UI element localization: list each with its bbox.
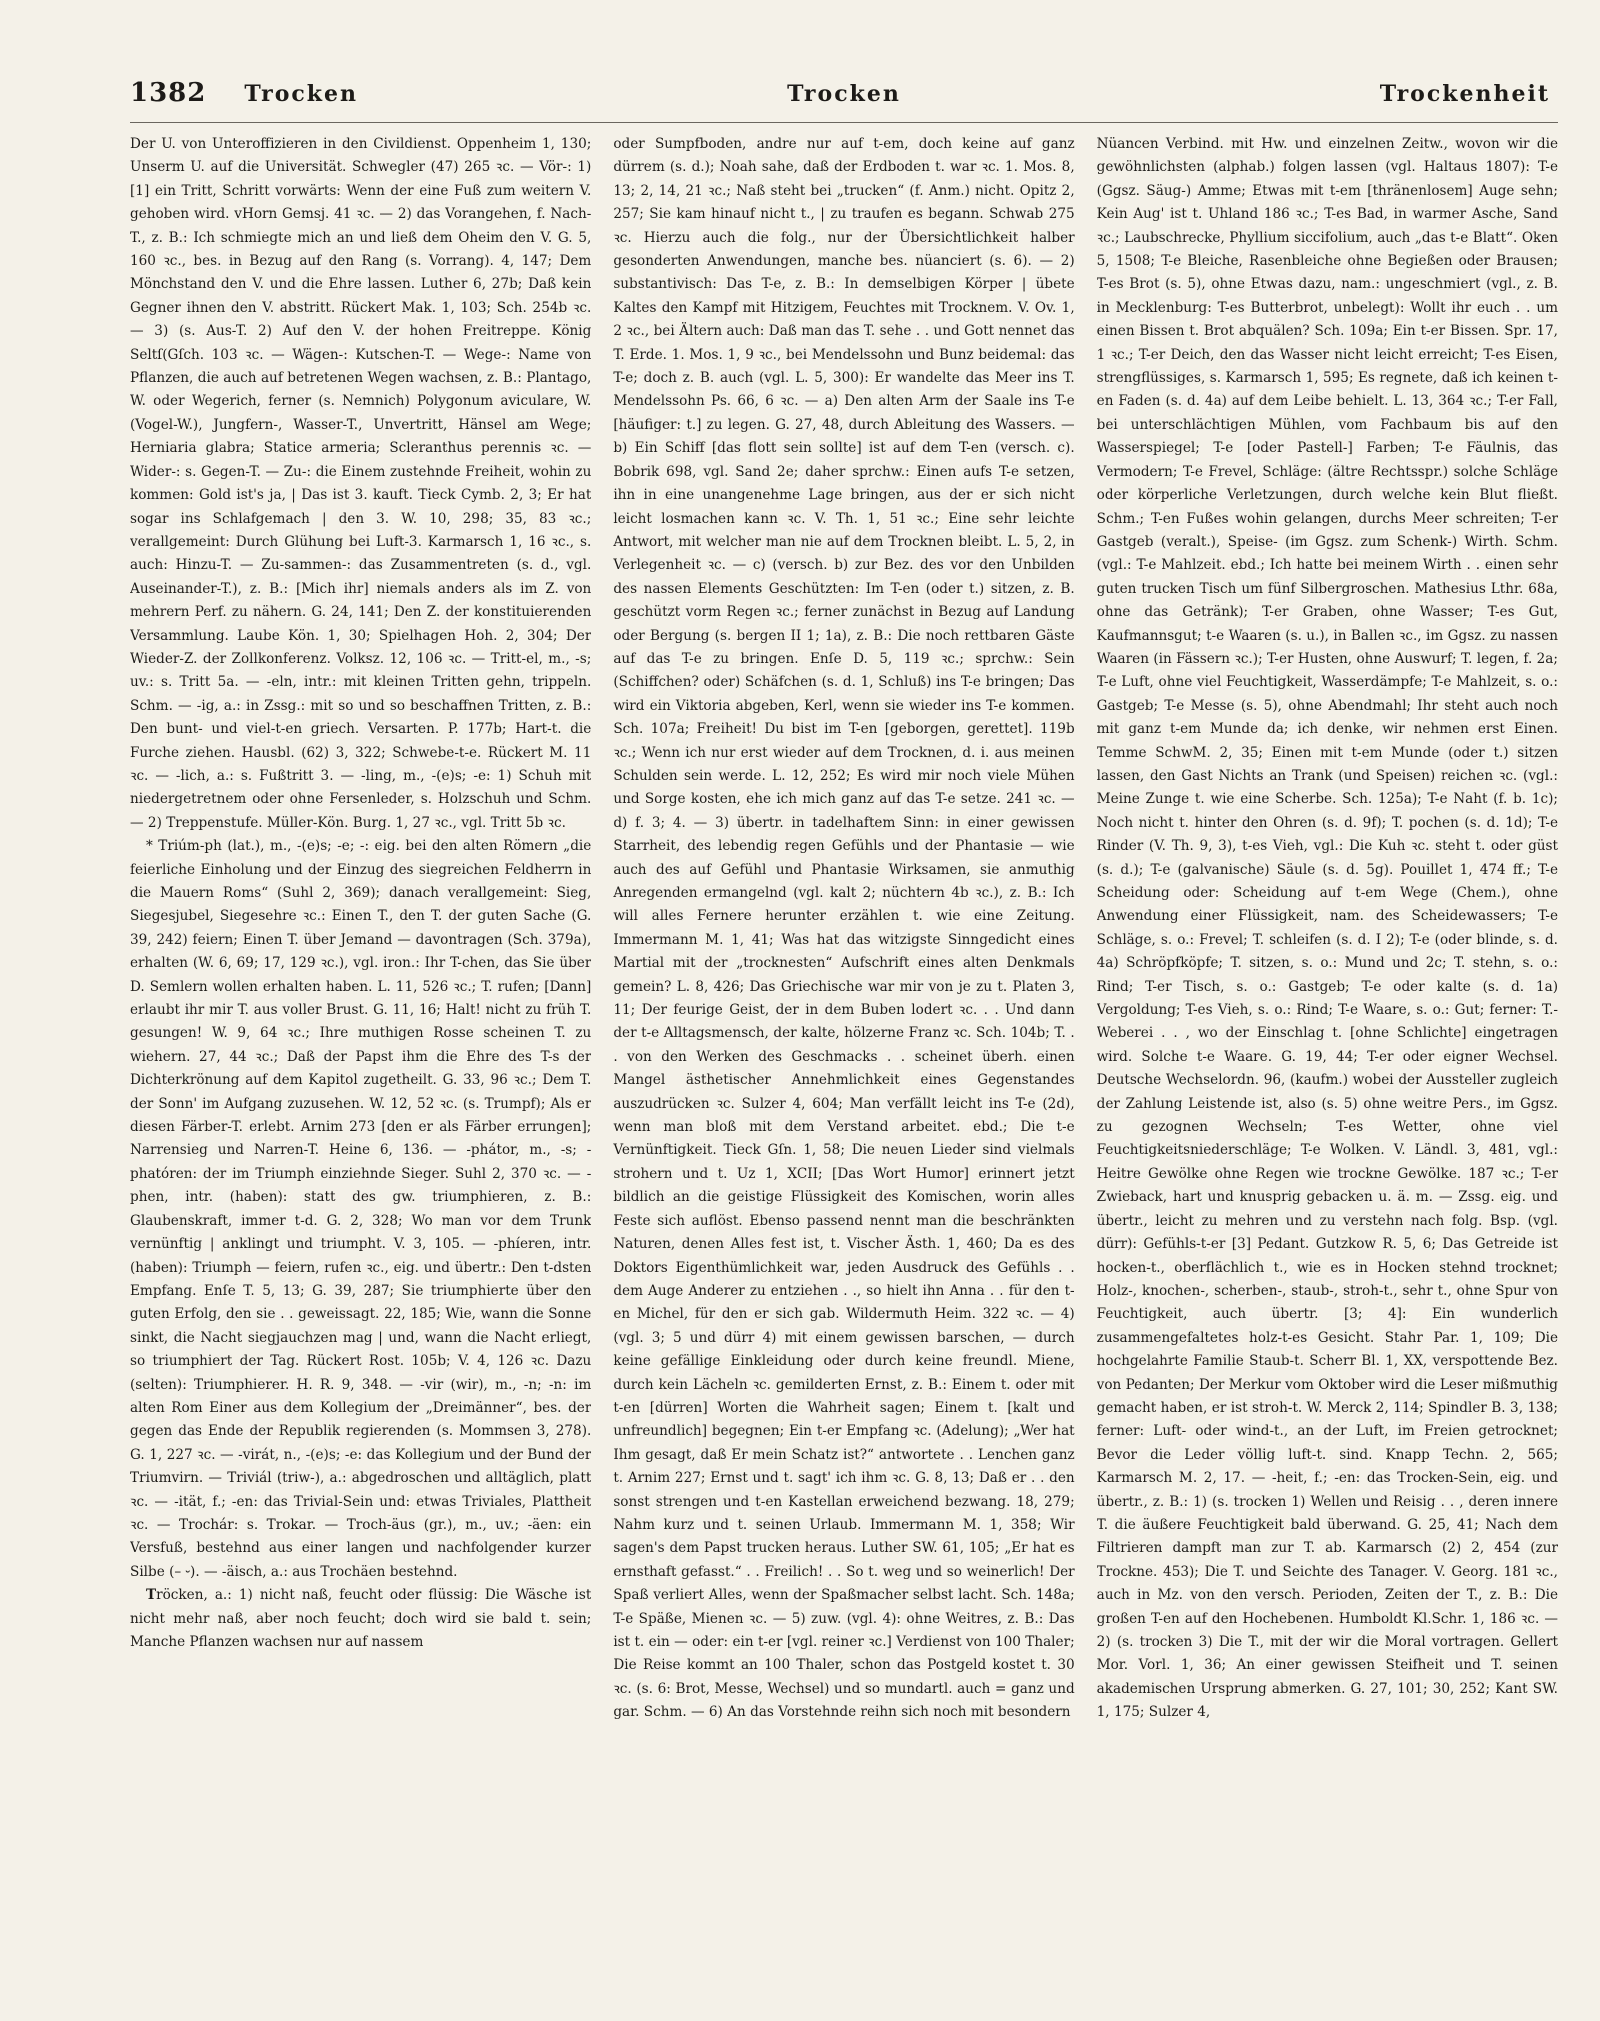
page-number: 1382: [130, 78, 207, 108]
entry-triumph: * Triúm-ph (lat.), m., -(e)s; -e; -: eig. bei den alten Römern „die feierliche Einholung und der Einzug des siegreichen Feldherrn in die Mauern Roms“ (Suhl 2, 369); danach verallgemeint: Sieg, Siegesjubel, Siegesehre ꝛc.: Einen T., den T. der guten Sache (G. 39, 242) feiern; Einen T. über Jemand — davontragen (Sch. 379a), erhalten (W. 6, 69; 17, 129 ꝛc.), vgl. iron.: Ihr T-chen, das Sie über D. Semlern wollen erhalten haben. L. 11, 526 ꝛc.; T. rufen; [Dann] erlaubt ihr mir T. aus voller Brust. G. 11, 16; Halt! nicht zu früh T. gesungen! W. 9, 64 ꝛc.; Ihre muthigen Rosse scheinen T. zu wiehern. 27, 44 ꝛc.; Daß der Papst ihm die Ehre des T-s der Dichterkrönung auf dem Kapitol zugetheilt. G. 33, 96 ꝛc.; Dem T. der Sonn' im Aufgang zuzusehen. W. 12, 52 ꝛc. (s. Trumpf); Als er diesen Färber-T. erlebt. Arnim 273 [den er als Färber errungen]; Narrensieg und Narren-T. Heine 6, 136. — -phátor, m., -s; -phatóren: der im Triumph einziehnde Sieger. Suhl 2, 370 ꝛc. — -phen, intr. (haben): statt des gw. triumphieren, z. B.: Glaubenskraft, immer t-d. G. 2, 328; Wo man vor dem Trunk vernünftig | anklingt und triumpht. V. 3, 105. — -phíeren, intr. (haben): Triumph — feiern, rufen ꝛc., eig. und übertr.: Den t-dsten Empfang. Enſe T. 5, 13; G. 39, 287; Sie triumphierte über den guten Erfolg, den sie . . geweissagt. 22, 185; Wie, wann die Sonne sinkt, die Nacht siegjauchzen mag | und, wann die Nacht erliegt, so triumphiert der Tag. Rückert Rost. 105b; V. 4, 126 ꝛc. Dazu (selten): Triumphierer. H. R. 9, 348. — -vir (wir), m., -n; -n: im alten Rom Einer aus dem Kollegium der „Dreimänner“, bes. der gegen das Ende der Republik regierenden (s. Mommsen 3, 278). G. 1, 227 ꝛc. — -virát, n., -(e)s; -e: das Kollegium und der Bund der Triumvirn. — Triviál (triw-), a.: abgedroschen und alltäglich, platt ꝛc. — -ität, f.; -en: das Trivial-Sein und: etwas Triviales, Plattheit ꝛc. — Trochár: s. Trokar. — Troch-äus (gr.), m., uv.; -äen: ein Versfuß, bestehnd aus einer langen und nachfolgender kurzer Silbe (– ⏑). — -äisch, a.: aus Trochäen bestehnd.: [130, 838, 592, 1580]
column-1: [130, 133, 591, 1993]
column-paragraph: oder Sumpfboden, andre nur auf t-em, doch keine auf ganz dürrem (s. d.); Noah sahe, daß der Erdboden t. war ꝛc. 1. Mos. 8, 13; 2, 14, 21 ꝛc.; Naß steht bei „trucken“ (f. Anm.) nicht. Opitz 2, 257; Sie kam hinauf nicht t., | zu traufen es begann. Schwab 275 ꝛc. Hierzu auch die folg., nur der Übersichtlichkeit halber gesonderten Anwendungen, manche bes. nüanciert (s. 6). — 2) substantivisch: Das T-e, z. B.: In demselbigen Körper | übete Kaltes den Kampf mit Hitzigem, Feuchtes mit Trocknem. V. Ov. 1, 2 ꝛc., bei Ältern auch: Daß man das T. sehe . . und Gott nennet das T. Erde. 1. Mos. 1, 9 ꝛc., bei Mendelssohn und Bunz beidemal: das T-e; doch z. B. auch (vgl. L. 5, 300): Er wandelte das Meer ins T. Mendelssohn Ps. 66, 6 ꝛc. — a) Den alten Arm der Saale ins T-e [häufiger: t.] zu legen. G. 27, 48, durch Ableitung des Wassers. — b) Ein Schiff [das flott sein sollte] ist auf dem T-en (versch. c). Bobrik 698, vgl. Sand 2e; daher sprchw.: Einen aufs T-e setzen, ihn in eine unangenehme Lage bringen, aus der er sich nicht leicht losmachen kann ꝛc. V. Th. 1, 51 ꝛc.; Eine sehr leichte Antwort, mit welcher man nie auf dem Trocknen bleibt. L. 5, 2, in Verlegenheit ꝛc. — c) (versch. b) zur Bez. des vor den Unbilden des nassen Elements Geschützten: Im T-en (oder t.) sitzen, z. B. geschützt vorm Regen ꝛc.; ferner zunächst in Bezug auf Landung oder Bergung (s. bergen II 1; 1a), z. B.: Die noch rettbaren Gäste auf das T-e zu bringen. Enſe D. 5, 119 ꝛc.; sprchw.: Sein (Schiffchen? oder) Schäfchen (s. d. 1, Schluß) ins T-e bringen; Das wird ein Viktoria abgeben, Kerl, wenn sie wieder ins T-e kommen. Sch. 107a; Freiheit! Du bist im T-en [geborgen, gerettet]. 119b ꝛc.; Wenn ich nur erst wieder auf dem Trocknen, d. i. aus meinen Schulden sein werde. L. 12, 252; Es wird mir noch viele Mühen und Sorge kosten, ehe ich mich ganz auf das T-e setze. 241 ꝛc. — d) f. 3; 4. — 3) übertr. in tadelhaftem Sinn: in einer gewissen Starrheit, des lebendig regen Gefühls und der Phantasie — wie auch des auf Gefühl und Phantasie Wirksamen, sie anmuthig Anregenden ermangelnd (vgl. kalt 2; nüchtern 4b ꝛc.), z. B.: Ich will alles Fernere herunter erzählen t. wie eine Zeitung. Immermann M. 1, 41; Was hat das witzigste Sinngedicht eines Martial mit der „trocknesten“ Aufschrift eines alten Denkmals gemein? L. 8, 426; Das Griechische war mir von je zu t. Platen 3, 11; Der feurige Geist, der in dem Buben lodert ꝛc. . . Und dann der t-e Alltagsmensch, der kalte, hölzerne Franz ꝛc. Sch. 104b; T. . . von den Werken des Geschmacks . . scheinet überh. einen Mangel ästhetischer Annehmlichkeit eines Gegenstandes auszudrücken ꝛc. Sulzer 4, 604; Man verfällt leicht ins T-e (2d), wenn man bloß mit dem Verstand arbeitet. ebd.; Die t-e Vernünftigkeit. Tieck Gſn. 1, 58; Die neuen Lieder sind vielmals strohern und t. Uz 1, XCII; [Das Wort Humor] erinnert jetzt bildlich an die geistige Flüssigkeit des Komischen, worin alles Feste sich auflöst. Ebenso passend nennt man die beschränkten Naturen, denen Alles fest ist, t. Vischer Ästh. 1, 460; Da es des Doktors Eigenthümlichkeit war, jeden Ausdruck des Gefühls . . dem Auge Anderer zu entziehen . ., so hielt ihn Anna . . für den t-en Michel, für den er sich gab. Wildermuth Heim. 322 ꝛc. — 4) (vgl. 3; 5 und dürr 4) mit einem gewissen barschen, — durch keine gefällige Einkleidung oder durch keine freundl. Miene, durch kein Lächeln ꝛc. gemilderten Ernst, z. B.: Einem t. oder mit t-en [dürren] Worten die Wahrheit sagen; Einem t. [kalt und unfreundlich] begegnen; Ein t-er Empfang ꝛc. (Adelung); „Wer hat Ihm gesagt, daß Er mein Schatz ist?“ antwortete . . Lenchen ganz t. Arnim 227; Ernst und t. sagt' ich ihm ꝛc. G. 8, 13; Daß er . . den sonst strengen und t-en Kastellan erweichend bezwang. 18, 279; Nahm kurz und t. seinen Urlaub. Immermann M. 1, 358; Wir sagen's dem Papst trucken heraus. Luther SW. 61, 105; „Er hat es ernsthaft gefasst.“ . . Freilich! . . So t. weg und so weinerlich! Der Spaß verliert Alles, wenn der Spaßmacher selbst lacht. Sch. 148a; T-e Späße, Mienen ꝛc. — 5) zuw. (vgl. 4): ohne Weitres, z. B.: Das ist t. ein — oder: ein t-er [vgl. reiner ꝛc.] Verdienst von 100 Thaler; Die Reise kommt an 100 Thaler, schon das Postgeld kostet t. 30 ꝛc. (s. 6: Brot, Messe, Wechsel) und so mundartl. auch = ganz und gar. Schm. — 6) An das Vorstehnde reihn sich noch mit besondern: [613, 136, 1075, 1721]
column-3: [1097, 133, 1558, 1993]
column-paragraph: Nüancen Verbind. mit Hw. und einzelnen Zeitw., wovon wir die gewöhnlichsten (alphab.) folgen lassen (vgl. Haltaus 1807): T-e (Ggsz. Säug-) Amme; Etwas mit t-em [thränenlosem] Auge sehn; Kein Aug' ist t. Uhland 186 ꝛc.; T-es Bad, in warmer Asche, Sand ꝛc.; Laubschrecke, Phyllium siccifolium, auch „das t-e Blatt“. Oken 5, 1508; T-e Bleiche, Rasenbleiche ohne Begießen oder Brausen; T-es Brot (s. 5), ohne Etwas dazu, nam.: ungeschmiert (vgl., z. B. in Mecklenburg: T-es Butterbrot, unbelegt): Wollt ihr euch . . um einen Bissen t. Brot abquälen? Sch. 109a; Ein t-er Bissen. Spr. 17, 1 ꝛc.; T-er Deich, den das Wasser nicht leicht erreicht; T-es Eisen, strengflüssiges, s. Karmarsch 1, 595; Es regnete, daß ich keinen t-en Faden (s. d. 4a) auf dem Leibe behielt. L. 13, 364 ꝛc.; T-er Fall, bei unterschlächtigen Mühlen, vom Fachbaum bis auf den Wasserspiegel; T-e [oder Pastell-] Farben; T-e Fäulnis, das Vermodern; T-e Frevel, Schläge: (ältre Rechtsspr.) solche Schläge oder körperliche Verletzungen, durch welche kein Blut fließt. Schm.; T-en Fußes wohin gelangen, durchs Meer schreiten; T-er Gastgeb (veralt.), Speise- (im Ggsz. zum Schenk-) Wirth. Schm. (vgl.: T-e Mahlzeit. ebd.; Ich hatte bei meinem Wirth . . einen sehr guten trucken Tisch um fünf Silbergroschen. Mathesius Lthr. 68a, ohne das Getränk); T-er Graben, ohne Wasser; T-es Gut, Kaufmannsgut; t-e Waaren (s. u.), in Ballen ꝛc., im Ggsz. zu nassen Waaren (in Fässern ꝛc.); T-er Husten, ohne Auswurf; T. legen, f. 2a; T-e Luft, ohne viel Feuchtigkeit, Wasserdämpfe; T-e Mahlzeit, s. o.: Gastgeb; T-e Messe (s. 5), ohne Abendmahl; Ihr steht auch noch mit ganz t-em Munde da; ich denke, wir nehmen erst Einen. Temme SchwM. 2, 35; Einen mit t-em Munde (oder t.) sitzen lassen, den Gast Nichts an Trank (und Speisen) reichen ꝛc. (vgl.: Meine Zunge t. wie eine Scherbe. Sch. 125a); T-e Naht (f. b. 1c); Noch nicht t. hinter den Ohren (s. d. 9f); T. pochen (s. d. 1d); T-e Rinder (V. Th. 9, 3), t-es Vieh, vgl.: Die Kuh ꝛc. steht t. oder güst (s. d.); T-e (galvanische) Säule (s. d. 5g). Pouillet 1, 474 ff.; T-e Scheidung oder: Scheidung auf t-em Wege (Chem.), ohne Anwendung einer Flüssigkeit, nam. des Scheidewassers; T-e Schläge, s. o.: Frevel; T. schleifen (s. d. I 2); T-e (oder blinde, s. d. 4a) Schröpfköpfe; T. sitzen, s. o.: Mund und 2c; T. stehn, s. o.: Rind; T-er Tisch, s. o.: Gastgeb; T-e oder kalte (s. d. 1a) Vergoldung; T-es Vieh, s. o.: Rind; T-e Waare, s. o.: Gut; ferner: T.-Weberei . . , wo der Einschlag t. [ohne Schlichte] eingetragen wird. Solche t-e Waare. G. 19, 44; T-er oder eigner Wechsel. Deutsche Wechselordn. 96, (kaufm.) wobei der Aussteller zugleich der Zahlung Leistende ist, also (s. 5) ohne weitre Pers., im Ggsz. zu gezognen Wechseln; T-es Wetter, ohne viel Feuchtigkeitsniederschläge; T-e Wolken. V. Ländl. 3, 481, vgl.: Heitre Gewölke ohne Regen wie trockne Gewölke. 187 ꝛc.; T-er Zwieback, hart und knusprig gebacken u. ä. m. — Zssg. eig. und übertr., leicht zu mehren und zu verstehn nach folg. Bsp. (vgl. dürr): Gefühls-t-er [3] Pedant. Gutzkow R. 5, 6; Das Getreide ist hocken-t., oberflächlich t., wie es in Hocken stehnd trocknet; Holz-, knochen-, scherben-, staub-, stroh-t., sehr t., ohne Spur von Feuchtigkeit, auch übertr. [3; 4]: Ein wunderlich zusammengefaltetes holz-t-es Gesicht. Stahr Par. 1, 109; Die hochgelahrte Familie Staub-t. Scherr Bl. 1, XX, verspottende Bez. von Pedanten; Der Merkur vom Oktober wird die Leser mißmuthig gemacht haben, er ist stroh-t. W. Merck 2, 114; Spindler B. 3, 138; ferner: Luft- oder wind-t., an der Luft, im Freien getrocknet; Bevor die Leder völlig luft-t. sind. Knapp Techn. 2, 565; Karmarsch M. 2, 17. — -heit, f.; -en: das Trocken-Sein, eig. und übertr., z. B.: 1) (s. trocken 1) Wellen und Reisig . . , deren innere T. die äußere Feuchtigkeit bald überwand. G. 25, 41; Nach dem Filtrieren dampft man zur T. ab. Karmarsch (2) 2, 454 (zur Trockne. 453); Die T. und Seichte des Tanager. V. Georg. 181 ꝛc., auch in Mz. von den versch. Perioden, Zeiten der T., z. B.: Die großen T-en auf den Hochebenen. Humboldt Kl.Schr. 1, 186 ꝛc. — 2) (s. trocken 3) Die T., mit der wir die Moral vortragen. Gellert Mor. Vorl. 1, 36; An einer gewissen Steifheit und T. seinen akademischen Ursprung abmerken. G. 27, 101; 30, 252; Kant SW. 1, 175; Sulzer 4,: [1096, 136, 1558, 1721]
catchword-left: Trocken: [244, 81, 359, 107]
text-columns: [130, 133, 1558, 1993]
catchword-right: Trockenheit: [1379, 81, 1550, 107]
header-left: [130, 78, 597, 108]
column-paragraph: Der U. von Unteroffizieren in den Civildienst. Oppenheim 1, 130; Unserm U. auf die Universität. Schwegler (47) 265 ꝛc. — Vör-: 1) [1] ein Tritt, Schritt vorwärts: Wenn der eine Fuß zum weitern V. gehoben wird. vHorn Gemsj. 41 ꝛc. — 2) das Vorangehen, f. Nach-T., z. B.: Ich schmiegte mich an und ließ dem Oheim den V. G. 5, 160 ꝛc., bes. in Bezug auf den Rang (s. Vorrang). 4, 147; Dem Mönchstand den V. und die Ehre lassen. Luther 6, 27b; Daß kein Gegner ihnen den V. abstritt. Rückert Mak. 1, 103; Sch. 254b ꝛc. — 3) (s. Aus-T. 2) Auf den V. der hohen Freitreppe. König Seltſ(Gſch. 103 ꝛc. — Wägen-: Kutschen-T. — Wege-: Name von Pflanzen, die auch auf betretenen Wegen wachsen, z. B.: Plantago, W. oder Wegerich, ferner (s. Nemnich) Polygonum aviculare, W. (Vogel-W.), Jungfern-, Wasser-T., Unvertritt, Hänsel am Wege; Herniaria glabra; Statice armeria; Scleranthus perennis ꝛc. — Wider-: s. Gegen-T. — Zu-: die Einem zustehnde Freiheit, wohin zu kommen: Gold ist's ja, | Das ist 3. kauft. Tieck Cymb. 2, 3; Er hat sogar ins Schlafgemach | den 3. W. 10, 298; 35, 83 ꝛc.; verallgemeint: Durch Glühung bei Luft-3. Karmarsch 1, 16 ꝛc., s. auch: Hinzu-T. — Zu-sammen-: das Zusammentreten (s. d., vgl. Auseinander-T.), z. B.: [Mich ihr] niemals anders als im Z. von mehrern Perf. zu nähern. G. 24, 141; Den Z. der konstituierenden Versammlung. Laube Kön. 1, 30; Spielhagen Hoh. 2, 304; Der Wieder-Z. der Zollkonferenz. Volksz. 12, 106 ꝛc. — Tritt-el, m., -s; uv.: s. Tritt 5a. — -eln, intr.: mit kleinen Tritten gehn, trippeln. Schm. — -ig, a.: in Zssg.: mit so und so beschaffnen Tritten, z. B.: Den bunt- und viel-t-en griech. Versarten. P. 177b; Hart-t. die Furche ziehen. Hausbl. (62) 3, 322; Schwebe-t-e. Rückert M. 11 ꝛc. — -lich, a.: s. Fußtritt 3. — -ling, m., -(e)s; -e: 1) Schuh mit niedergetretnem oder ohne Fersenleder, s. Holzschuh und Schm. — 2) Treppenstufe. Müller-Kön. Burg. 1, 27 ꝛc., vgl. Tritt 5b ꝛc.: [130, 136, 592, 831]
entry-trocken: Tröcken, a.: 1) nicht naß, feucht oder flüssig: Die Wäsche ist nicht mehr naß, aber noch feucht; doch wird sie bald t. sein; Manche Pflanzen wachsen nur auf nassem: [130, 1587, 592, 1650]
catchword-middle: Trocken: [787, 81, 901, 107]
running-header: [130, 78, 1558, 123]
column-2: [613, 133, 1074, 1993]
